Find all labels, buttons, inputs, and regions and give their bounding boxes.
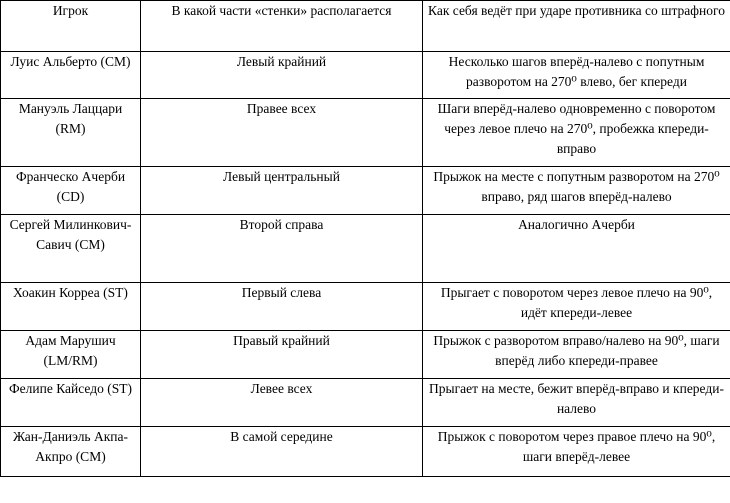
cell-position: Правее всех [141, 99, 423, 167]
header-player: Игрок [1, 1, 141, 52]
table-row [1, 427, 730, 477]
cell-player: Мануэль Лаццари (RM) [1, 99, 141, 167]
table-row [1, 379, 730, 427]
cell-behavior: Прыгает с поворотом через левое плечо на 90⁰, идёт кпереди-левее [423, 283, 730, 331]
cell-player: Хоакин Корреа (ST) [1, 283, 141, 331]
cell-player: Луис Альберто (СМ) [1, 52, 141, 99]
cell-position: В самой середине [141, 427, 423, 477]
header-behavior: Как себя ведёт при ударе противника со штрафного [423, 1, 730, 52]
cell-position: Левый центральный [141, 167, 423, 215]
cell-behavior: Аналогично Ачерби [423, 215, 730, 283]
cell-position: Первый слева [141, 283, 423, 331]
cell-behavior: Несколько шагов вперёд-налево с попутным разворотом на 270⁰ влево, бег кпереди [423, 52, 730, 99]
cell-behavior: Прыжок с поворотом через правое плечо на 90⁰, шаги вперёд-левее [423, 427, 730, 477]
table-row [1, 283, 730, 331]
cell-behavior: Прыгает на месте, бежит вперёд-вправо и кпереди-налево [423, 379, 730, 427]
cell-player: Жан-Даниэль Акпа-Акпро (СМ) [1, 427, 141, 477]
table-row [1, 52, 730, 99]
cell-player: Франческо Ачерби (CD) [1, 167, 141, 215]
cell-position: Левее всех [141, 379, 423, 427]
header-position: В какой части «стенки» располагается [141, 1, 423, 52]
table-row [1, 99, 730, 167]
cell-behavior: Прыжок на месте с попутным разворотом на 270⁰ вправо, ряд шагов вперёд-налево [423, 167, 730, 215]
cell-player: Сергей Милинкович-Савич (СМ) [1, 215, 141, 283]
cell-position: Второй справа [141, 215, 423, 283]
table-row [1, 331, 730, 379]
cell-player: Адам Марушич (LM/RM) [1, 331, 141, 379]
cell-behavior: Шаги вперёд-налево одновременно с поворотом через левое плечо на 270⁰, пробежка кпереди-вправо [423, 99, 730, 167]
table-row [1, 215, 730, 283]
cell-position: Левый крайний [141, 52, 423, 99]
cell-position: Правый крайний [141, 331, 423, 379]
table-row [1, 167, 730, 215]
cell-player: Фелипе Кайседо (ST) [1, 379, 141, 427]
table-header-row [1, 1, 730, 52]
cell-behavior: Прыжок с разворотом вправо/налево на 90⁰, шаги вперёд либо кпереди-правее [423, 331, 730, 379]
